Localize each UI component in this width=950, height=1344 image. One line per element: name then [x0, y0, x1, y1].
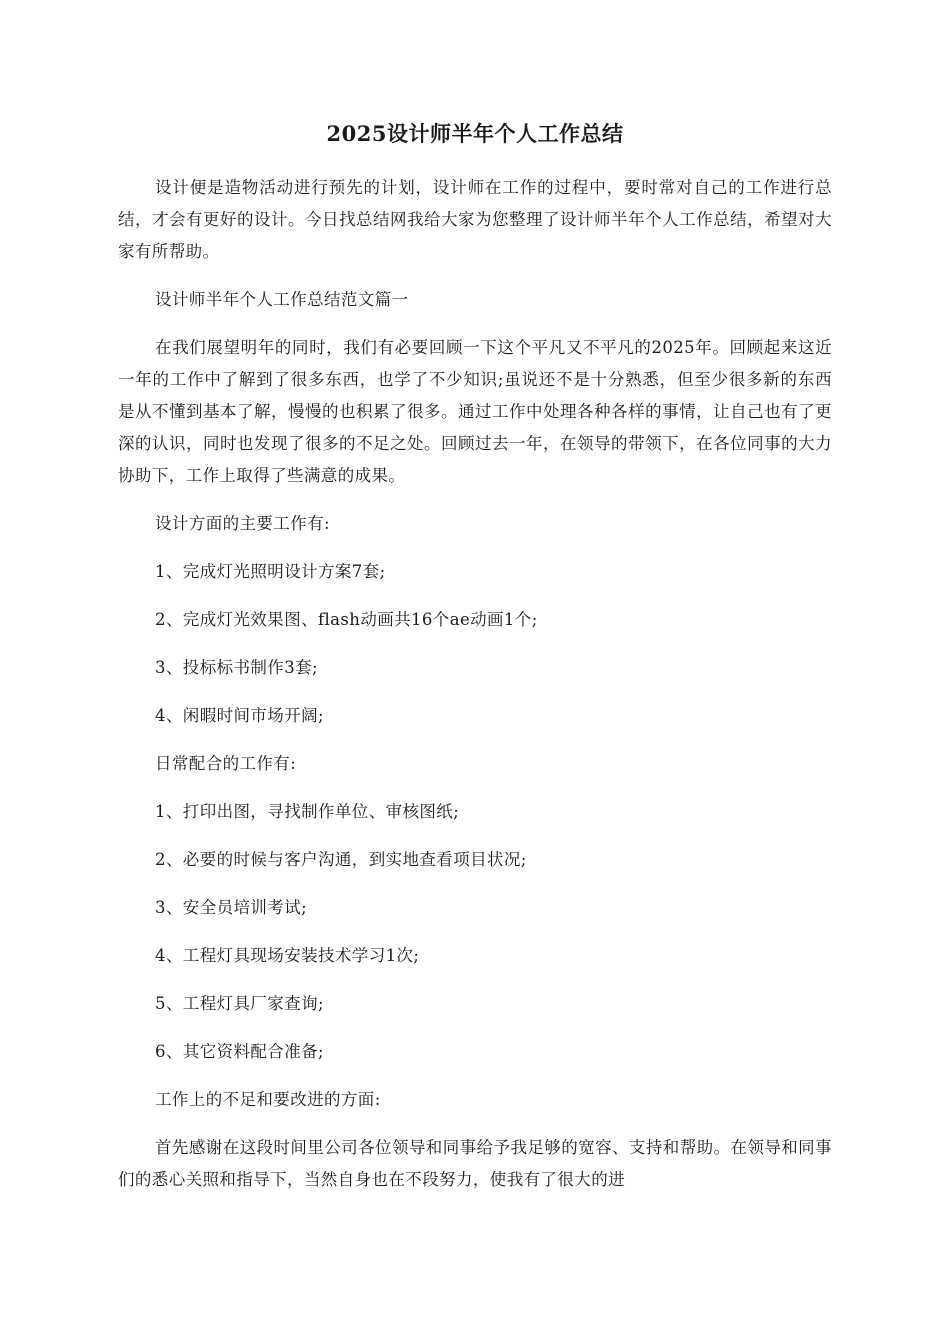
- list-item-design-2: 2、完成灯光效果图、flash动画共16个ae动画1个;: [155, 610, 538, 629]
- list-item-daily-3: 3、安全员培训考试;: [155, 898, 308, 917]
- paragraph-section-heading: 设计师半年个人工作总结范文篇一: [155, 290, 409, 309]
- list-item-daily-5: 5、工程灯具厂家查询;: [155, 994, 324, 1013]
- list-item-design-3: 3、投标标书制作3套;: [155, 658, 318, 677]
- paragraph-daily-work-heading: 日常配合的工作有:: [155, 754, 297, 773]
- document-title: 2025设计师半年个人工作总结: [326, 121, 624, 146]
- list-item-daily-1: 1、打印出图，寻找制作单位、审核图纸;: [155, 802, 460, 821]
- paragraph-intro: 设计便是造物活动进行预先的计划，设计师在工作的过程中，要时常对自己的工作进行总结，才会有更好的设计。今日找总结网我给大家为您整理了设计师半年个人工作总结，希望对大家有所帮助。: [118, 178, 832, 261]
- list-item-daily-2: 2、必要的时候与客户沟通，到实地查看项目状况;: [155, 850, 527, 869]
- paragraph-thanks: 首先感谢在这段时间里公司各位领导和同事给予我足够的宽容、支持和帮助。在领导和同事们的悉心关照和指导下，当然自身也在不段努力，使我有了很大的进: [118, 1138, 832, 1189]
- list-item-daily-4: 4、工程灯具现场安装技术学习1次;: [155, 946, 420, 965]
- paragraph-review: 在我们展望明年的同时，我们有必要回顾一下这个平凡又不平凡的2025年。回顾起来这近一年的工作中了解到了很多东西，也学了不少知识;虽说还不是十分熟悉，但至少很多新的东西是从不懂到基本了解，慢慢的也积累了很多。通过工作中处理各种各样的事情，让自己也有了更深的认识，同时也发现了很多的不足之处。回顾过去一年，在领导的带领下，在各位同事的大力协助下，工作上取得了些满意的成果。: [118, 338, 832, 485]
- list-item-design-1: 1、完成灯光照明设计方案7套;: [155, 562, 386, 581]
- paragraph-design-work-heading: 设计方面的主要工作有:: [155, 514, 330, 533]
- list-item-daily-6: 6、其它资料配合准备;: [155, 1042, 324, 1061]
- paragraph-shortcomings-heading: 工作上的不足和要改进的方面:: [155, 1090, 381, 1109]
- list-item-design-4: 4、闲暇时间市场开阔;: [155, 706, 324, 725]
